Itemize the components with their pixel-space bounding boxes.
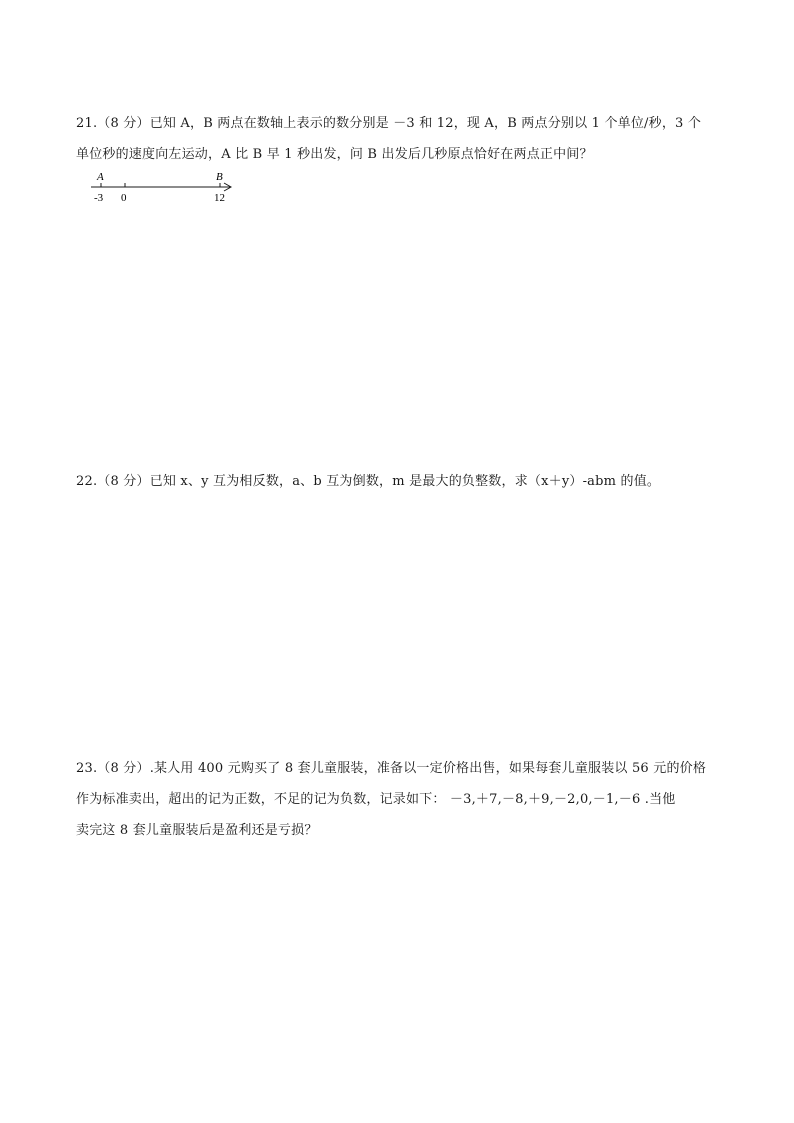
problem-text: 已知 x、y 互为相反数，a、b 互为倒数，m 是最大的负整数，求（x＋y）-abm 的值。 xyxy=(149,474,661,489)
problem-number: 23. xyxy=(76,761,98,776)
problem-number: 22. xyxy=(76,474,98,489)
problem-line xyxy=(76,753,726,784)
point-b-label: B xyxy=(216,171,223,183)
problem-text: .某人用 400 元购买了 8 套儿童服装，准备以一定价格出售，如果每套儿童服装以 56 元的价格 xyxy=(149,761,707,776)
tick-label: 12 xyxy=(214,192,225,204)
problem-score: （8 分） xyxy=(97,474,150,489)
problem-line: 卖完这 8 套儿童服装后是盈利还是亏损？ xyxy=(76,823,318,838)
problem-number: 21. xyxy=(76,116,98,131)
number-line-figure xyxy=(88,168,238,208)
problem-line xyxy=(76,466,726,497)
problem-22 xyxy=(76,466,726,497)
problem-score: （8 分） xyxy=(97,116,150,131)
problem-21 xyxy=(76,108,726,170)
problem-line: 单位秒的速度向左运动，A 比 B 早 1 秒出发，问 B 出发后几秒原点恰好在两点正中间？ xyxy=(76,147,593,162)
problem-23 xyxy=(76,753,726,846)
number-line-svg xyxy=(88,168,238,208)
tick-label: -3 xyxy=(94,192,104,204)
problem-line xyxy=(76,108,726,139)
point-a-label: A xyxy=(97,171,104,183)
problem-score: （8 分） xyxy=(97,761,150,776)
problem-line: 作为标准卖出，超出的记为正数，不足的记为负数，记录如下： －3,＋7,－8,＋9,－2,0,－1,－6 .当他 xyxy=(76,792,676,807)
problem-text: 已知 A，B 两点在数轴上表示的数分别是 －3 和 12，现 A，B 两点分别以 1 个单位/秒，3 个 xyxy=(149,116,702,131)
tick-label: 0 xyxy=(121,192,127,204)
